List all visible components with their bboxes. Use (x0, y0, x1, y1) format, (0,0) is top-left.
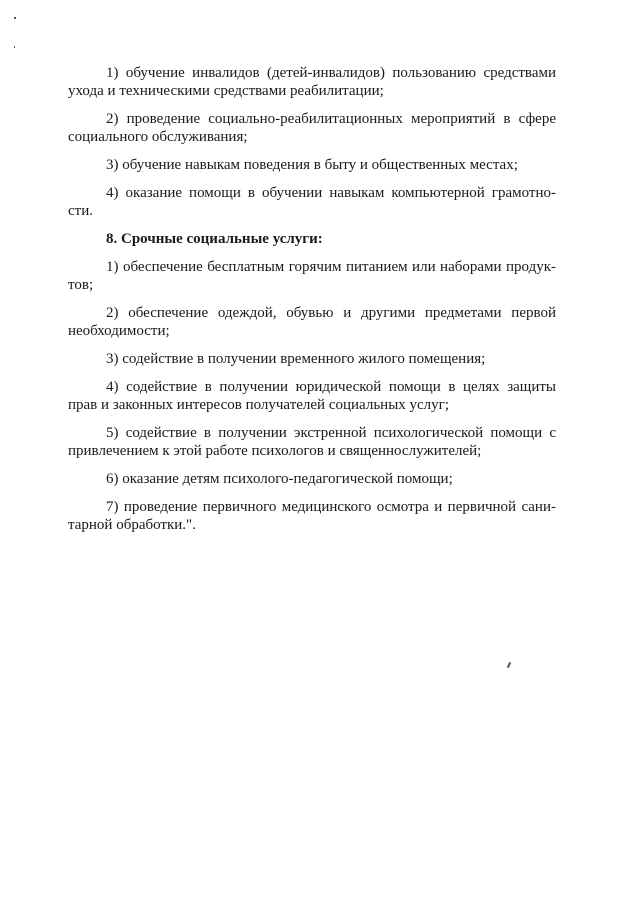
list-item: 2) проведение социально-реабилитационных мероприятий в сфере социального обслуживания; (68, 111, 556, 145)
list-item: 6) оказание детям психолого-педагогической помощи; (106, 471, 453, 487)
list-item: 3) содействие в получении временного жилого помещения; (106, 351, 486, 367)
section-heading: 8. Срочные социальные услуги: (106, 231, 323, 247)
list-item: 7) проведение первичного медицинского осмотра и первичной сани-тарной обработки.". (68, 499, 556, 533)
list-item: 3) обучение навыкам поведения в быту и общественных местах; (106, 157, 518, 173)
document-body (68, 64, 556, 544)
list-item: 1) обеспечение бесплатным горячим питанием или наборами продук-тов; (68, 259, 556, 293)
list-item: 1) обучение инвалидов (детей-инвалидов) пользованию средствами ухода и техническими средствами реабилитации; (68, 65, 556, 99)
scan-artifact-speck (14, 17, 16, 19)
scan-artifact-speck (14, 46, 15, 48)
list-item: 2) обеспечение одеждой, обувью и другими предметами первой необходимости; (68, 305, 556, 339)
list-item: 4) содействие в получении юридической помощи в целях защиты прав и законных интересов получателей социальных услуг; (68, 379, 556, 413)
list-item: 5) содействие в получении экстренной психологической помощи с привлечением к этой работе психологов и священнослужителей; (68, 425, 556, 459)
list-item: 4) оказание помощи в обучении навыкам компьютерной грамотно-сти. (68, 185, 556, 219)
scan-artifact-speck (507, 662, 511, 668)
